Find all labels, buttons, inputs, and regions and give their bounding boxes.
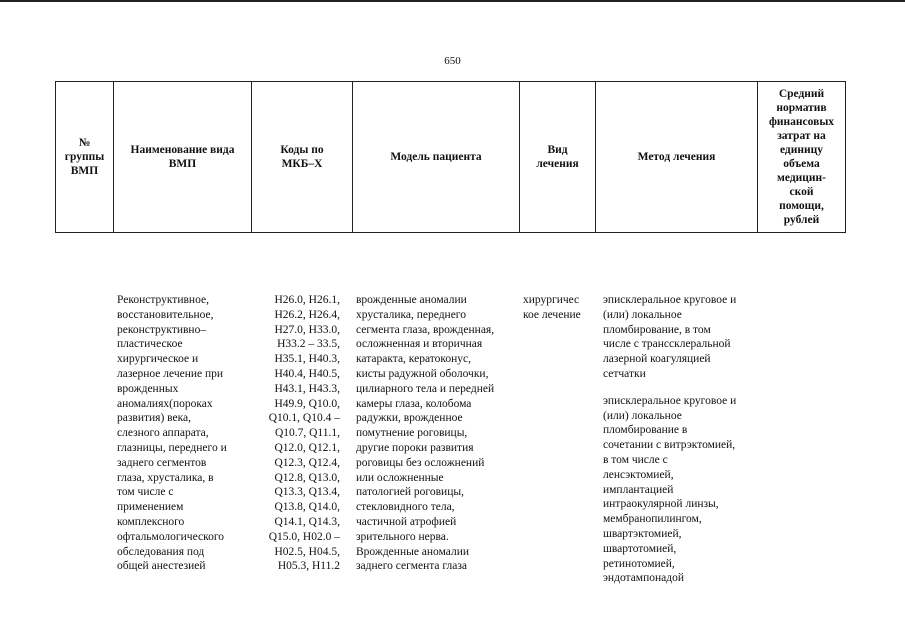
text-line: пломбирование в (603, 424, 688, 437)
text-line: или осложненные (356, 471, 444, 484)
text-line: группы (64, 151, 105, 163)
text-line: стекловидного тела, (356, 501, 455, 514)
text-line: глаза, хрусталика, в (117, 471, 214, 484)
text-line: H49.9, Q10.0, (274, 397, 340, 410)
text-line: норматив (776, 102, 827, 114)
text-line: медицин- (777, 172, 826, 184)
text-line: реконструктивно– (117, 323, 207, 336)
header-treatment-method (596, 82, 758, 233)
text-line: камеры глаза, колобома (356, 397, 472, 410)
text-line: ской (789, 186, 814, 198)
method-option-1 (603, 293, 736, 382)
text-line: общей анестезией (117, 560, 206, 573)
text-line: пластическое (117, 338, 183, 351)
text-line: частичной атрофией (356, 515, 457, 528)
text-line: аномалиях(пороках (117, 397, 213, 410)
text-line: единицу (779, 144, 824, 156)
text-line: H33.2 – 33.5, (277, 338, 340, 351)
text-line: швартотомией, (603, 542, 677, 555)
header-group-number (56, 82, 114, 233)
text-line: ленсэктомией, (603, 468, 674, 481)
text-line: H43.1, H43.3, (274, 382, 340, 395)
text-line: затрат на (777, 130, 826, 142)
header-icd-codes (252, 82, 353, 233)
text-line: Q13.3, Q13.4, (274, 486, 340, 499)
text-line: ВМП (70, 165, 99, 177)
text-line: применением (117, 501, 184, 514)
text-line: № (78, 137, 91, 149)
text-line: Реконструктивное, (117, 294, 209, 306)
text-line: слезного аппарата, (117, 427, 209, 440)
text-line: роговицы без осложнений (356, 456, 485, 469)
icd-codes-cell (260, 293, 340, 574)
text-line: лазерной коагуляцией (603, 353, 711, 366)
text-line: финансовых (768, 116, 835, 128)
text-line: Наименование вида (130, 144, 235, 156)
top-border-line (0, 0, 905, 2)
text-line: лазерное лечение при (117, 367, 224, 380)
text-line: помутнение роговицы, (356, 427, 468, 440)
text-line: Модель пациента (390, 151, 482, 163)
text-line: патологией роговицы, (356, 486, 464, 499)
text-line: H35.1, H40.3, (274, 353, 340, 366)
text-line: глазницы, переднего и (117, 441, 227, 454)
text-line: пломбирование, в том (603, 323, 711, 336)
text-line: швартэктомией, (603, 527, 682, 540)
vmp-name-cell (117, 293, 227, 574)
text-line: цилиарного тела и передней (356, 382, 495, 395)
text-line: заднего сегментов (117, 456, 207, 469)
text-line: в том числе с (603, 453, 668, 466)
text-line: радужки, врожденное (356, 412, 463, 425)
text-line: Q10.1, Q10.4 – (268, 412, 340, 425)
treatment-kind-cell (523, 293, 581, 323)
text-line: МКБ–Х (281, 158, 323, 170)
text-line: сегмента глаза, врожденная, (356, 323, 495, 336)
text-line: объема (783, 158, 820, 170)
text-line: врожденные аномалии (356, 294, 467, 306)
text-line: Q15.0, H02.0 – (268, 530, 340, 543)
text-line: кисты радужной оболочки, (356, 367, 489, 380)
text-line: обследования под (117, 545, 205, 558)
text-line: H27.0, H33.0, (274, 323, 340, 336)
header-average-cost (758, 82, 846, 233)
text-line: осложненная и вторичная (356, 338, 483, 351)
header-treatment-kind (520, 82, 596, 233)
method-option-2 (603, 394, 736, 586)
text-line: сетчатки (603, 367, 646, 380)
text-line: Q12.3, Q12.4, (274, 456, 340, 469)
text-line: (или) локальное (603, 409, 682, 422)
text-line: хрусталика, переднего (356, 308, 466, 321)
text-line: сочетании с витрэктомией, (603, 439, 736, 452)
text-line: хирургичес (523, 294, 580, 306)
header-table (55, 81, 846, 233)
text-line: H02.5, H04.5, (274, 545, 340, 558)
text-line: кое лечение (523, 308, 581, 321)
text-line: Q14.1, Q14.3, (274, 515, 340, 528)
text-line: восстановительное, (117, 308, 214, 321)
text-line: офтальмологического (117, 530, 225, 543)
treatment-method-cell (603, 293, 736, 586)
text-line: ретинотомией, (603, 557, 675, 570)
text-line: Q10.7, Q11.1, (274, 427, 340, 440)
header-patient-model (353, 82, 520, 233)
text-line: зрительного нерва. (356, 530, 449, 543)
text-line: эписклеральное круговое и (603, 294, 737, 306)
text-line: Метод лечения (637, 151, 716, 163)
text-line: развития) века, (117, 412, 192, 425)
text-line: интраокулярной линзы, (603, 498, 719, 511)
text-line: эписклеральное круговое и (603, 394, 737, 407)
patient-model-cell (356, 293, 494, 574)
text-line: другие пороки развития (356, 441, 474, 454)
text-line: заднего сегмента глаза (356, 560, 468, 573)
text-line: H05.3, H11.2 (277, 560, 340, 573)
text-line: Врожденные аномалии (356, 545, 470, 558)
text-line: Q13.8, Q14.0, (274, 501, 340, 514)
text-line: ВМП (168, 158, 197, 170)
page-number: 650 (444, 55, 461, 67)
text-line: Q12.8, Q13.0, (274, 471, 340, 484)
text-line: имплантацией (603, 483, 674, 496)
text-line: H40.4, H40.5, (274, 367, 340, 380)
text-line: Q12.0, Q12.1, (274, 441, 340, 454)
text-line: (или) локальное (603, 308, 682, 321)
text-line: Вид (547, 144, 568, 156)
text-line: Коды по (280, 144, 324, 156)
text-line: Средний (778, 88, 825, 100)
text-line: хирургическое и (117, 353, 199, 366)
text-line: H26.2, H26.4, (274, 308, 340, 321)
text-line: комплексного (117, 515, 185, 528)
text-line: врожденных (117, 382, 179, 395)
text-line: рублей (783, 214, 820, 226)
text-line: лечения (536, 158, 579, 170)
text-line: числе с транссклеральной (603, 338, 731, 351)
text-line: помощи, (779, 200, 824, 212)
text-line: эндотампонадой (603, 572, 685, 585)
text-line: том числе с (117, 486, 174, 499)
header-vmp-name (114, 82, 252, 233)
text-line: мембранопилингом, (603, 513, 702, 526)
text-line: H26.0, H26.1, (274, 294, 340, 306)
text-line: катаракта, кератоконус, (356, 353, 472, 366)
